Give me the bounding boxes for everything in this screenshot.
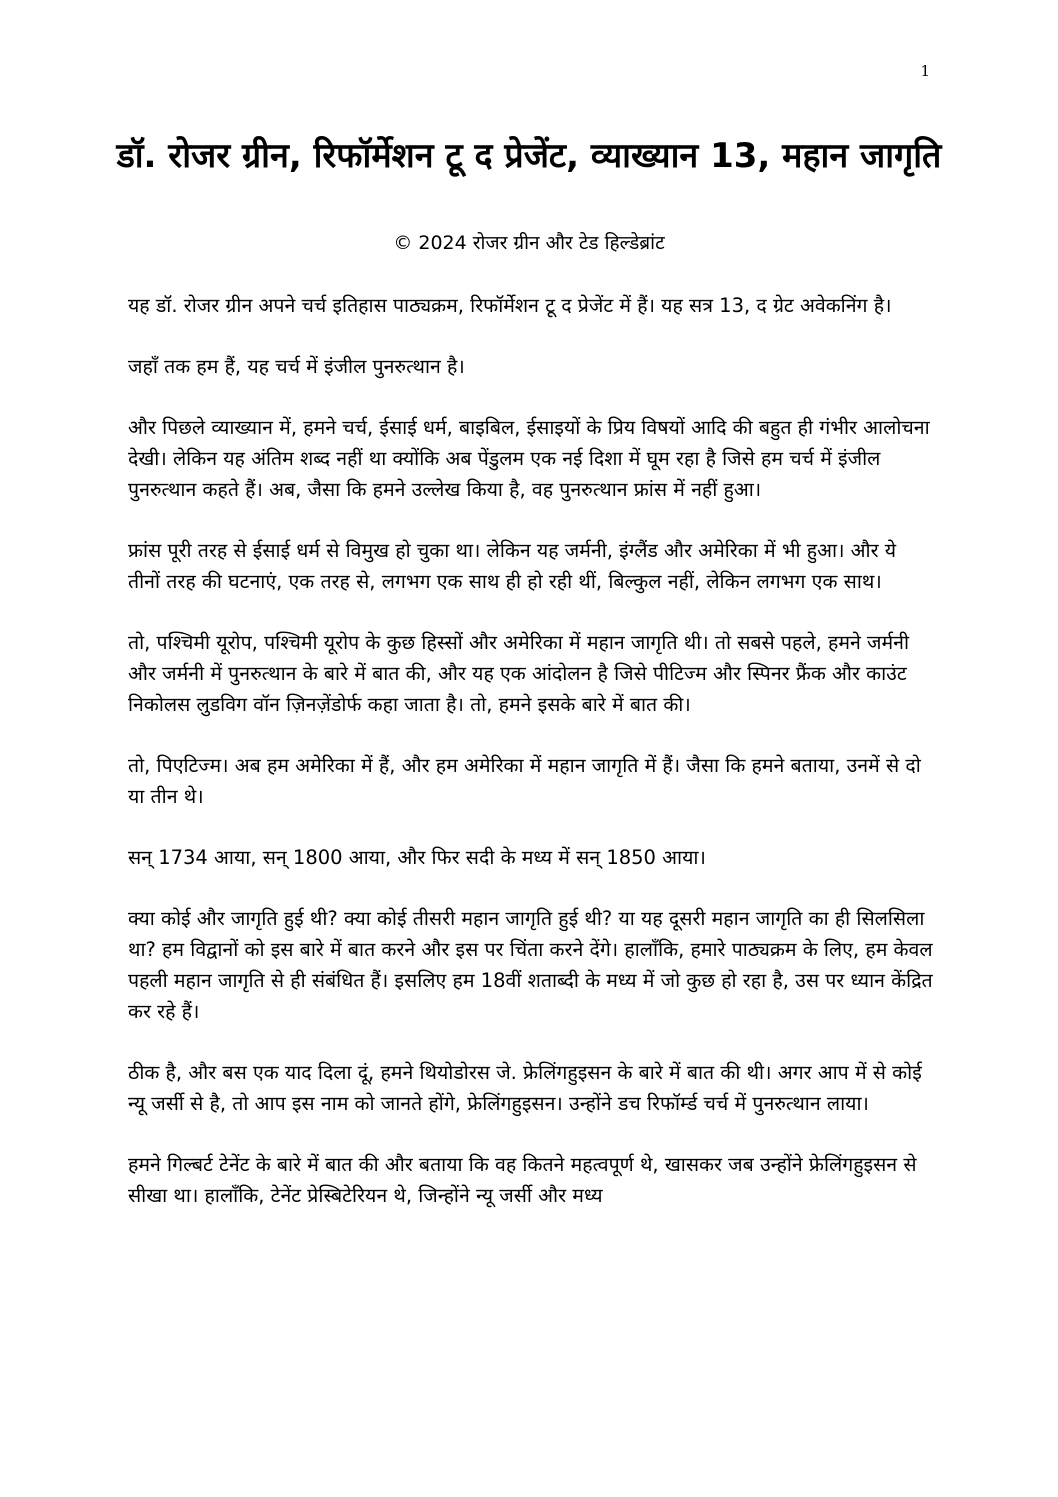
paragraph: और पिछले व्याख्यान में, हमने चर्च, ईसाई धर्म, बाइबिल, ईसाइयों के प्रिय विषयों आदि की बहुत ही गंभीर आलोचना देखी। लेकिन यह अंतिम शब्द नहीं था क्योंकि अब पेंडुलम एक नई दिशा में घूम रहा है जिसे हम चर्च में इंजील पुनरुत्थान कहते हैं। अब, जैसा कि हमने उल्लेख किया है, वह पुनरुत्थान फ्रांस में नहीं हुआ।: [128, 416, 930, 501]
paragraph: क्या कोई और जागृति हुई थी? क्या कोई तीसरी महान जागृति हुई थी? या यह दूसरी महान जागृति का ही सिलसिला था? हम विद्वानों को इस बारे में बात करने और इस पर चिंता करने देंगे। हालाँकि, हमारे पाठ्यक्रम के लिए, हम केवल पहली महान जागृति से ही संबंधित हैं। इसलिए हम 18वीं शताब्दी के मध्य में जो कुछ हो रहा है, उस पर ध्यान केंद्रित कर रहे हैं।: [128, 907, 933, 1023]
body-text: [128, 290, 934, 1241]
paragraph: तो, पिएटिज्म। अब हम अमेरिका में हैं, और हम अमेरिका में महान जागृति में हैं। जैसा कि हमने बताया, उनमें से दो या तीन थे।: [128, 754, 921, 808]
paragraph: हमने गिल्बर्ट टेनेंट के बारे में बात की और बताया कि वह कितने महत्वपूर्ण थे, खासकर जब उन्होंने फ्रेलिंगहुइसन से सीखा था। हालाँकि, टेनेंट प्रेस्बिटेरियन थे, जिन्होंने न्यू जर्सी और मध्य: [128, 1153, 917, 1207]
paragraph: तो, पश्चिमी यूरोप, पश्चिमी यूरोप के कुछ हिस्सों और अमेरिका में महान जागृति थी। तो सबसे पहले, हमने जर्मनी और जर्मनी में पुनरुत्थान के बारे में बात की, और यह एक आंदोलन है जिसे पीटिज्म और स्पिनर फ्रैंक और काउंट निकोलस लुडविग वॉन ज़िनज़ेंडोर्फ कहा जाता है। तो, हमने इसके बारे में बात की।: [128, 631, 910, 716]
paragraph: सन् 1734 आया, सन् 1800 आया, और फिर सदी के मध्य में सन् 1850 आया।: [128, 846, 706, 869]
paragraph: फ्रांस पूरी तरह से ईसाई धर्म से विमुख हो चुका था। लेकिन यह जर्मनी, इंग्लैंड और अमेरिका में भी हुआ। और ये तीनों तरह की घटनाएं, एक तरह से, लगभग एक साथ ही हो रही थीं, बिल्कुल नहीं, लेकिन लगभग एक साथ।: [128, 539, 897, 593]
document-title: डॉ. रोजर ग्रीन, रिफॉर्मेशन टू द प्रेजेंट, व्याख्यान 13, महान जागृति: [116, 136, 942, 176]
copyright-line: © 2024 रोजर ग्रीन और टेड हिल्डेब्रांट: [393, 232, 665, 254]
paragraph: जहाँ तक हम हैं, यह चर्च में इंजील पुनरुत्थान है।: [128, 355, 465, 378]
page-number: 1: [920, 62, 930, 80]
paragraph: यह डॉ. रोजर ग्रीन अपने चर्च इतिहास पाठ्यक्रम, रिफॉर्मेशन टू द प्रेजेंट में हैं। यह सत्र 13, द ग्रेट अवेकनिंग है।: [128, 294, 892, 317]
paragraph: ठीक है, और बस एक याद दिला दूं, हमने थियोडोरस जे. फ्रेलिंगहुइसन के बारे में बात की थी। अगर आप में से कोई न्यू जर्सी से है, तो आप इस नाम को जानते होंगे, फ्रेलिंगहुइसन। उन्होंने डच रिफॉर्म्ड चर्च में पुनरुत्थान लाया।: [128, 1061, 922, 1115]
